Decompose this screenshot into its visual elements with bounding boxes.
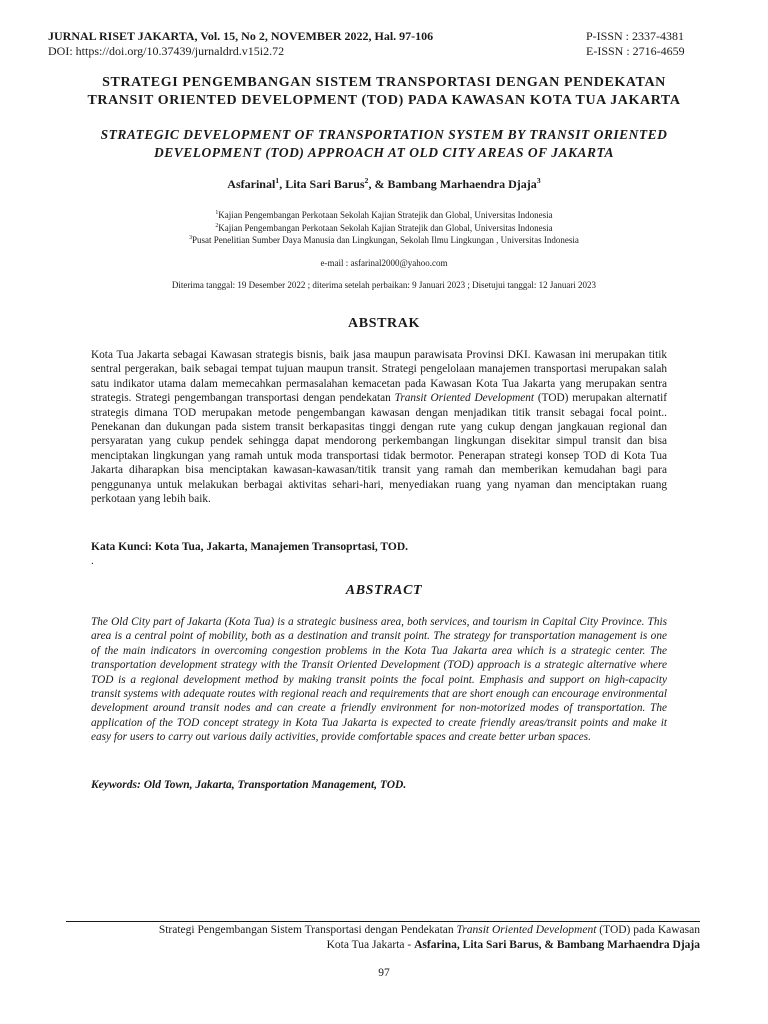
title-id-line-2: TRANSIT ORIENTED DEVELOPMENT (TOD) PADA KAWASAN KOTA TUA JAKARTA [87, 93, 681, 108]
title-en-line-2: DEVELOPMENT (TOD) APPROACH AT OLD CITY AREAS OF JAKARTA [153, 145, 615, 160]
journal-citation: JURNAL RISET JAKARTA, Vol. 15, No 2, NOVEMBER 2022, Hal. 97-106 [48, 29, 434, 43]
title-english [40, 126, 728, 162]
keywords-english: Keywords: Old Town, Jakarta, Transportation Management, TOD. [91, 779, 407, 791]
footer-line-1 [66, 923, 700, 938]
abstract-heading: ABSTRACT [345, 583, 423, 598]
footer-title-part-1: Strategi Pengembangan Sistem Transportasi dengan Pendekatan [158, 924, 457, 936]
running-footer [66, 923, 700, 953]
author-3: Bambang Marhaendra Djaja [387, 177, 537, 191]
abstrak-part-1: Kota Tua Jakarta sebagai Kawasan strategis bisnis, baik jasa maupun parawisata Provinsi DKI. Kawasan ini merupakan titik sentral pergerakan, baik sebagai tempat tujuan maupun transit. Strategi pengelolaan manajemen transportasi merupakan salah satu indikator utama dalam memecahkan permasalahan kemacetan pada Kawasan Kota Tua Jakarta yang merupakan sentra strategis. Strategi pengembangan transportasi dengan pendekatan [91, 349, 667, 405]
affiliation-2-mark: 2 [215, 222, 219, 229]
contact-email[interactable]: e-mail : asfarinal2000@yahoo.com [320, 258, 448, 268]
author-2-mark: 2 [364, 176, 369, 185]
title-id-line-1: STRATEGI PENGEMBANGAN SISTEM TRANSPORTASI DENGAN PENDEKATAN [102, 75, 666, 90]
abstrak-italic-term: Transit Oriented Development [394, 392, 535, 405]
abstrak-heading: ABSTRAK [348, 316, 420, 331]
title-indonesian [40, 74, 728, 110]
running-header [48, 29, 698, 59]
header-row-2 [48, 44, 698, 59]
affiliation-1-mark: 1 [215, 210, 219, 216]
header-row-1 [48, 29, 698, 44]
footer-line-2 [66, 938, 700, 953]
abstrak-paragraph [91, 348, 667, 506]
author-1-mark: 1 [275, 176, 280, 185]
trailing-dot: . [91, 555, 94, 567]
abstrak-part-2: (TOD) merupakan alternatif strategis dimana TOD merupakan metode pengembangan kawasan dengan menjadikan titik transit sebagai focal point.. Penekanan dan dukungan pada sistem transit berkapasitas tinggi dengan rute yang cukup dengan jangkauan regional dan persyaratan yang cukup pendek sehingga dapat mendorong perkembangan lingkungan disekitar simpul transit dan bisa menciptakan lingkungan yang ramah untuk moda transportasi tidak bermotor. Penerapan strategi konsep TOD di Kota Tua Jakarta diharapkan bisa menciptakan kawasan-kawasan/titik transit yang ramah dan memberikan kemudahan bagi para penggunanya untuk melakukan berbagai aktivitas sehari-hari, menyediakan ruang yang nyaman dan menciptakan ruang perkotaan yang lebih baik. [91, 392, 668, 506]
author-2: Lita Sari Barus [285, 177, 365, 191]
affiliation-3-mark: 3 [189, 235, 192, 241]
footer-title-part-2: (TOD) pada Kawasan [596, 924, 700, 936]
title-en-line-1: STRATEGIC DEVELOPMENT OF TRANSPORTATION SYSTEM BY TRANSIT ORIENTED [100, 127, 668, 142]
kata-kunci: Kata Kunci: Kota Tua, Jakarta, Manajemen Transoprtasi, TOD. [91, 541, 409, 553]
affiliation-3-text: Pusat Penelitian Sumber Daya Manusia dan Lingkungan, Sekolah Ilmu Lingkungan , Universitas Indonesia [191, 235, 579, 245]
footer-divider [66, 921, 700, 922]
e-issn: E-ISSN : 2716-4659 [586, 44, 685, 58]
p-issn: P-ISSN : 2337-4381 [586, 29, 685, 43]
affiliation-3 [0, 234, 768, 247]
author-separator-2: , & [368, 177, 388, 191]
author-separator-1: , [279, 177, 286, 191]
affiliation-1-text: Kajian Pengembangan Perkotaan Sekolah Kajian Stratejik dan Global, Universitas Indonesia [218, 210, 553, 220]
page-number: 97 [378, 967, 390, 979]
affiliations [0, 209, 768, 247]
footer-italic-term: Transit Oriented Development [456, 924, 597, 936]
submission-dates: Diterima tanggal: 19 Desember 2022 ; diterima setelah perbaikan: 9 Januari 2023 ; Disetujui tanggal: 12 Januari 2023 [171, 280, 597, 290]
footer-title-part-3: Kota Tua Jakarta - [326, 939, 415, 951]
author-list [0, 177, 768, 192]
abstract-paragraph: The Old City part of Jakarta (Kota Tua) is a strategic business area, both services, and tourism in Capital City Province. This area is a central point of mobility, both as a destination and transit point. The strategy for transportation management is one of the main indicators in overcoming congestion problems in the Kota Tua Jakarta area which is a strategic center. The transportation development strategy with the Transit Oriented Development (TOD) approach is a strategic alternative where TOD is a regional development method by making transit points the focal point. Emphasis and support on high-capacity transit systems with adequate routes with regional reach and requirements that are short enough can encourage environmental development around transit nodes and can create a friendly environment for non-motorized modes of transportation. The application of the TOD concept strategy in Kota Tua Jakarta is expected to create friendly areas/transit points and make it easy for users to carry out various daily activities, provide comfortable spaces and create better urban spaces. [91, 616, 667, 744]
affiliation-2-text: Kajian Pengembangan Perkotaan Sekolah Kajian Stratejik dan Global, Universitas Indonesia [218, 222, 553, 233]
affiliation-2 [0, 222, 768, 235]
author-1: Asfarinal [227, 177, 276, 191]
doi-link[interactable]: DOI: https://doi.org/10.37439/jurnaldrd.v15i2.72 [48, 44, 285, 58]
footer-authors: Asfarina, Lita Sari Barus, & Bambang Marhaendra Djaja [414, 939, 700, 951]
author-3-mark: 3 [536, 176, 541, 185]
affiliation-1 [0, 209, 768, 222]
